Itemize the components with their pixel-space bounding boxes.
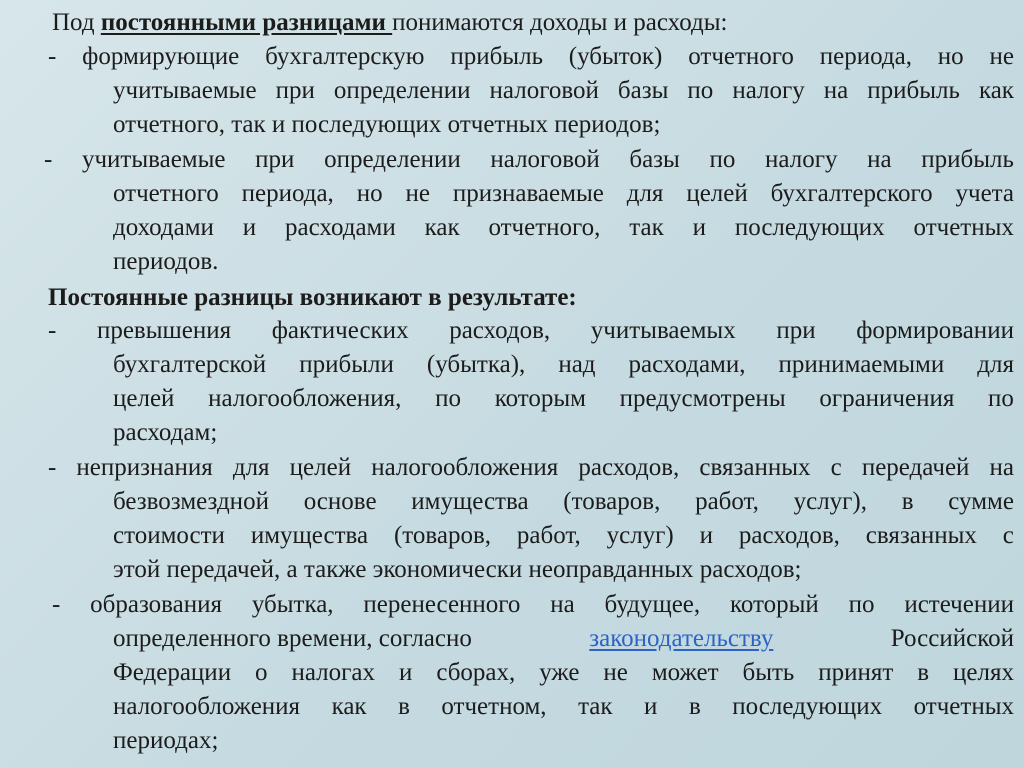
- word: для: [232, 454, 270, 481]
- word: расходов,: [578, 454, 680, 481]
- word: так: [578, 693, 613, 720]
- word: истечении: [904, 591, 1014, 618]
- word: ограничения: [819, 385, 955, 412]
- item2-line1: [44, 143, 1014, 177]
- word: налогообложения: [113, 693, 301, 720]
- word: расходов,: [449, 317, 551, 344]
- word: на: [867, 146, 892, 173]
- word: услуг): [606, 522, 674, 549]
- word: прибыль: [450, 43, 543, 70]
- cause3-line1: [52, 588, 1014, 622]
- word: определении: [324, 146, 461, 173]
- word: налоговой: [490, 146, 600, 173]
- word: с: [830, 454, 842, 481]
- word: (убыток): [568, 43, 663, 70]
- word: отчетного: [113, 180, 219, 207]
- word: прибыль: [921, 146, 1014, 173]
- word: будущее,: [604, 591, 701, 618]
- cause3-line2: [113, 622, 1014, 656]
- word: с: [1002, 522, 1014, 549]
- word: для: [626, 180, 664, 207]
- word: основе: [303, 488, 377, 515]
- word: связанных: [865, 522, 977, 549]
- intro-prefix: Под: [52, 9, 101, 36]
- word: (товаров,: [563, 488, 661, 515]
- word: стоимости: [113, 522, 225, 549]
- word: бухгалтерскую: [265, 43, 425, 70]
- word: в: [901, 488, 914, 515]
- cause2-line1: [48, 451, 1014, 485]
- word: периода,: [241, 180, 334, 207]
- word: которым: [494, 385, 586, 412]
- word: доходами: [113, 214, 214, 241]
- word: по: [848, 591, 875, 618]
- word: передачей: [861, 454, 970, 481]
- word: налогах: [291, 659, 376, 686]
- cause2-line2: [113, 485, 1014, 519]
- cause2-line4: этой передачей, а также экономически неоправданных расходов;: [113, 556, 802, 583]
- word: услуг),: [793, 488, 867, 515]
- word: (товаров,: [393, 522, 492, 549]
- word: как: [978, 77, 1014, 104]
- word: при: [776, 317, 816, 344]
- word: над: [558, 351, 596, 378]
- word: принят: [818, 659, 894, 686]
- word: фактических: [271, 317, 409, 344]
- word: -: [52, 591, 61, 618]
- word: целей: [686, 180, 748, 207]
- intro-term: постоянными разницами: [100, 9, 393, 36]
- word: предусмотрены: [619, 385, 786, 412]
- word: как: [331, 693, 367, 720]
- intro-line: [52, 6, 727, 40]
- cause3-line5: периодах;: [113, 727, 219, 754]
- word: для: [977, 351, 1014, 378]
- cause3-line2-end: Российской: [890, 625, 1014, 652]
- word: по: [687, 77, 714, 104]
- word: на: [550, 591, 575, 618]
- cause3-line2-start: определенного времени, согласно: [113, 625, 472, 652]
- word: налогу: [732, 77, 805, 104]
- item2-line2: [113, 177, 1014, 211]
- word: налогообложения,: [208, 385, 402, 412]
- word: расходов,: [738, 522, 840, 549]
- word: Федерации: [113, 659, 232, 686]
- word: и: [699, 522, 714, 549]
- cause1-line1: [48, 314, 1014, 348]
- word: бухгалтерской: [113, 351, 267, 378]
- word: налогообложения: [371, 454, 559, 481]
- item1-line1: [48, 40, 1014, 74]
- word: безвозмездной: [113, 488, 269, 515]
- word: формирующие: [82, 43, 240, 70]
- cause3-line3: [113, 656, 1014, 690]
- word: бухгалтерского: [770, 180, 933, 207]
- word: и: [644, 693, 658, 720]
- word: учитываемые: [113, 77, 257, 104]
- word: по: [709, 146, 736, 173]
- word: налоговой: [489, 77, 599, 104]
- word: работ,: [516, 522, 581, 549]
- word: отчетных: [913, 214, 1014, 241]
- word: и: [692, 214, 706, 241]
- word: учитываемые: [81, 146, 226, 173]
- word: учета: [955, 180, 1014, 207]
- cause2-line3: [113, 519, 1014, 553]
- legislation-link[interactable]: законодательству: [589, 625, 774, 652]
- word: базы: [629, 146, 680, 173]
- word: последующих: [734, 214, 885, 241]
- word: образования: [90, 591, 223, 618]
- word: как: [424, 214, 460, 241]
- word: и: [398, 659, 413, 686]
- word: расходами: [285, 214, 396, 241]
- word: по: [435, 385, 462, 412]
- word: -: [48, 43, 57, 70]
- word: уже: [539, 659, 580, 686]
- word: -: [48, 317, 57, 344]
- word: отчетного,: [488, 214, 601, 241]
- intro-suffix: понимаются доходы и расходы:: [392, 9, 728, 36]
- cause1-line2: [113, 348, 1014, 382]
- word: налогу: [765, 146, 838, 173]
- item1-line3: отчетного, так и последующих отчетных периодов;: [113, 111, 661, 138]
- word: не: [405, 180, 430, 207]
- word: имущества: [250, 522, 369, 549]
- word: -: [48, 454, 57, 481]
- word: определении: [333, 77, 471, 104]
- word: имущества: [411, 488, 529, 515]
- word: базы: [617, 77, 669, 104]
- word: (убытка),: [426, 351, 526, 378]
- word: при: [275, 77, 315, 104]
- word: в: [398, 693, 410, 720]
- word: периода,: [819, 43, 912, 70]
- word: на: [989, 454, 1014, 481]
- word: который: [729, 591, 819, 618]
- word: превышения: [96, 317, 232, 344]
- heading2: Постоянные разницы возникают в результате:: [48, 284, 577, 311]
- word: целях: [953, 659, 1014, 686]
- word: так: [629, 214, 664, 241]
- word: по: [988, 385, 1014, 412]
- word: но: [356, 180, 383, 207]
- word: при: [255, 146, 295, 173]
- word: непризнания: [76, 454, 213, 481]
- word: прибыль: [867, 77, 960, 104]
- word: связанных: [699, 454, 811, 481]
- cause1-line4: расходам;: [113, 419, 218, 446]
- word: целей: [113, 385, 175, 412]
- word: сумме: [948, 488, 1014, 515]
- word: отчетного: [688, 43, 794, 70]
- word: быть: [742, 659, 795, 686]
- word: отчетных: [913, 693, 1014, 720]
- word: на: [823, 77, 849, 104]
- item2-line4: периодов.: [113, 248, 219, 275]
- word: но: [937, 43, 964, 70]
- word: убытка,: [251, 591, 334, 618]
- word: целей: [289, 454, 352, 481]
- word: перенесенного: [363, 591, 521, 618]
- word: может: [651, 659, 719, 686]
- word: принимаемыми: [778, 351, 945, 378]
- word: расходами,: [628, 351, 746, 378]
- word: учитываемых: [590, 317, 736, 344]
- word: и: [242, 214, 257, 241]
- word: не: [603, 659, 628, 686]
- word: отчетном,: [441, 693, 547, 720]
- word: в: [688, 693, 701, 720]
- cause3-line4: [113, 690, 1014, 724]
- word: -: [44, 146, 53, 173]
- cause1-line3: [113, 382, 1014, 416]
- word: работ,: [695, 488, 759, 515]
- word: в: [917, 659, 930, 686]
- word: признаваемые: [452, 180, 604, 207]
- word: формировании: [856, 317, 1014, 344]
- word: прибыли: [299, 351, 394, 378]
- word: не: [989, 43, 1014, 70]
- word: сборах,: [436, 659, 516, 686]
- word: о: [255, 659, 268, 686]
- item1-line2: [113, 74, 1014, 108]
- item2-line3: [113, 211, 1014, 245]
- word: последующих: [732, 693, 883, 720]
